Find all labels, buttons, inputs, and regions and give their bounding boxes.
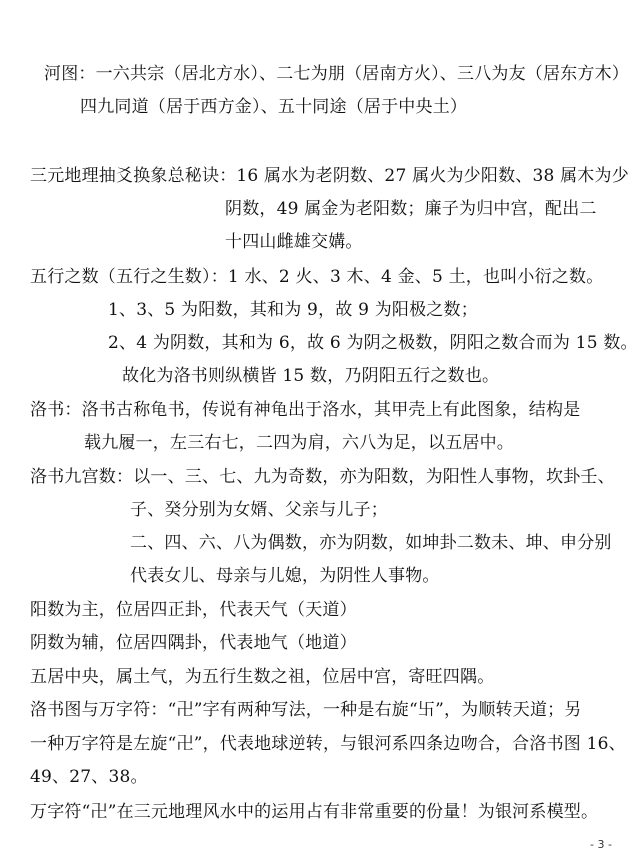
jiugong-line-3: 二、四、六、八为偶数，亦为阴数，如坤卦二数未、坤、申分别 (130, 533, 612, 553)
jiugong-line-4: 代表女儿、母亲与儿媳，为阴性人事物。 (130, 566, 440, 586)
wanzi-line-2: 一种万字符是左旋“卍”，代表地球逆转，与银河系四条边吻合，合洛书图 16、 (30, 734, 626, 754)
sanyuan-line-2: 阴数，49 属金为老阳数；廉子为归中宫，配出二 (225, 199, 597, 219)
final-line: 万字符“卍”在三元地理风水中的运用占有非常重要的份量！为银河系模型。 (30, 802, 599, 822)
five-line: 五居中央，属土气，为五行生数之祖，位居中宫，寄旺四隅。 (30, 667, 495, 687)
wuxing-line-2: 1、3、5 为阳数，其和为 9，故 9 为阳极之数； (108, 300, 478, 320)
sanyuan-line-3: 十四山雌雄交媾。 (225, 232, 363, 252)
sanyuan-line-1: 三元地理抽爻换象总秘诀：16 属水为老阴数、27 属火为少阳数、38 属木为少 (30, 166, 629, 186)
luoshu-line-1: 洛书：洛书古称龟书，传说有神龟出于洛水，其甲壳上有此图象，结构是 (30, 400, 581, 420)
hetu-line-2: 四九同道（居于西方金）、五十同途（居于中央土） (80, 97, 468, 117)
jiugong-line-1: 洛书九宫数：以一、三、七、九为奇数，亦为阳数，为阳性人事物，坎卦壬、 (30, 467, 615, 487)
yin-line: 阴数为辅，位居四隅卦，代表地气（地道） (30, 633, 357, 653)
wuxing-line-3: 2、4 为阴数，其和为 6，故 6 为阴之极数，阴阳之数合而为 15 数。 (108, 333, 638, 353)
wanzi-line-3: 49、27、38。 (30, 767, 148, 787)
wuxing-line-4: 故化为洛书则纵横皆 15 数，乃阴阳五行之数也。 (122, 366, 500, 386)
wanzi-line-1: 洛书图与万字符：“卍”字有两种写法，一种是右旋“卐”，为顺转天道；另 (30, 700, 582, 720)
wuxing-line-1: 五行之数（五行之生数）：1 水、2 火、3 木、4 金、5 土，也叫小衍之数。 (30, 267, 604, 287)
page-number: - 3 - (590, 838, 612, 851)
luoshu-line-2: 载九履一，左三右七，二四为肩，六八为足，以五居中。 (84, 433, 514, 453)
hetu-line-1: 河图：一六共宗（居北方水）、二七为朋（居南方火）、三八为友（居东方木） (44, 64, 629, 84)
yang-line: 阳数为主，位居四正卦，代表天气（天道） (30, 600, 357, 620)
jiugong-line-2: 子、癸分别为女婿、父亲与儿子； (130, 500, 388, 520)
